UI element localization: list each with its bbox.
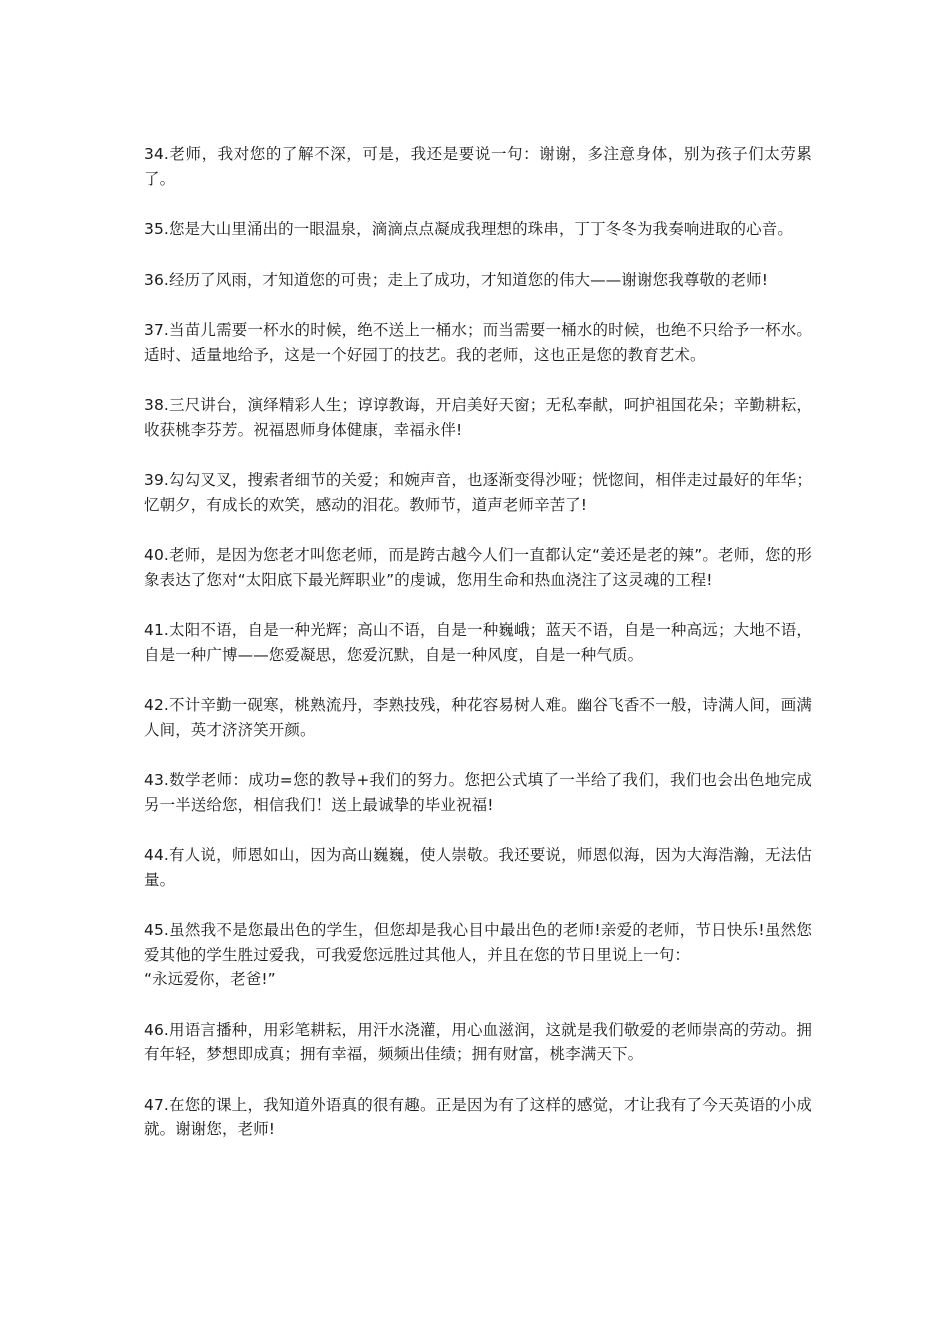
paragraph-44: 44.有人说，师恩如山，因为高山巍巍，使人崇敬。我还要说，师恩似海，因为大海浩瀚，无法估量。 bbox=[144, 846, 812, 889]
document-body bbox=[144, 142, 812, 1168]
paragraph-41: 41.太阳不语，自是一种光辉；高山不语，自是一种巍峨；蓝天不语，自是一种高远；大地不语，自是一种广博——您爱凝思，您爱沉默，自是一种风度，自是一种气质。 bbox=[144, 621, 812, 664]
paragraph-45: 45.虽然我不是您最出色的学生，但您却是我心目中最出色的老师!亲爱的老师，节日快乐!虽然您爱其他的学生胜过爱我，可我爱您远胜过其他人，并且在您的节日里说上一句： “永远爱你，老爸!” bbox=[144, 921, 812, 988]
paragraph-34: 34.老师，我对您的了解不深，可是，我还是要说一句：谢谢，多注意身体，别为孩子们太劳累了。 bbox=[144, 145, 812, 188]
paragraph-39: 39.勾勾叉叉，搜索者细节的关爱；和婉声音，也逐渐变得沙哑；恍惚间，相伴走过最好的年华；忆朝夕，有成长的欢笑，感动的泪花。教师节，道声老师辛苦了! bbox=[144, 471, 812, 514]
paragraph-43: 43.数学老师：成功=您的教导+我们的努力。您把公式填了一半给了我们，我们也会出色地完成另一半送给您，相信我们！送上最诚挚的毕业祝福! bbox=[144, 771, 812, 814]
paragraph-35: 35.您是大山里涌出的一眼温泉，滴滴点点凝成我理想的珠串，丁丁冬冬为我奏响进取的心音。 bbox=[144, 220, 793, 238]
paragraph-38: 38.三尺讲台，演绎精彩人生；谆谆教诲，开启美好天窗；无私奉献，呵护祖国花朵；辛勤耕耘，收获桃李芬芳。祝福恩师身体健康，幸福永伴! bbox=[144, 396, 812, 439]
paragraph-40: 40.老师，是因为您老才叫您老师，而是跨古越今人们一直都认定“姜还是老的辣”。老师，您的形象表达了您对“太阳底下最光辉职业”的虔诚，您用生命和热血浇注了这灵魂的工程! bbox=[144, 546, 812, 589]
paragraph-47: 47.在您的课上，我知道外语真的很有趣。正是因为有了这样的感觉，才让我有了今天英语的小成就。谢谢您，老师! bbox=[144, 1095, 812, 1138]
paragraph-42: 42.不计辛勤一砚寒，桃熟流丹，李熟技残，种花容易树人难。幽谷飞香不一般，诗满人间，画满人间，英才济济笑开颜。 bbox=[144, 696, 812, 739]
paragraph-46: 46.用语言播种，用彩笔耕耘，用汗水浇灌，用心血滋润，这就是我们敬爱的老师崇高的劳动。拥有年轻，梦想即成真；拥有幸福，频频出佳绩；拥有财富，桃李满天下。 bbox=[144, 1020, 812, 1063]
paragraph-37: 37.当苗儿需要一杯水的时候，绝不送上一桶水；而当需要一桶水的时候，也绝不只给予一杯水。适时、适量地给予，这是一个好园丁的技艺。我的老师，这也正是您的教育艺术。 bbox=[144, 321, 812, 364]
paragraph-36: 36.经历了风雨，才知道您的可贵；走上了成功，才知道您的伟大——谢谢您我尊敬的老师! bbox=[144, 270, 769, 289]
